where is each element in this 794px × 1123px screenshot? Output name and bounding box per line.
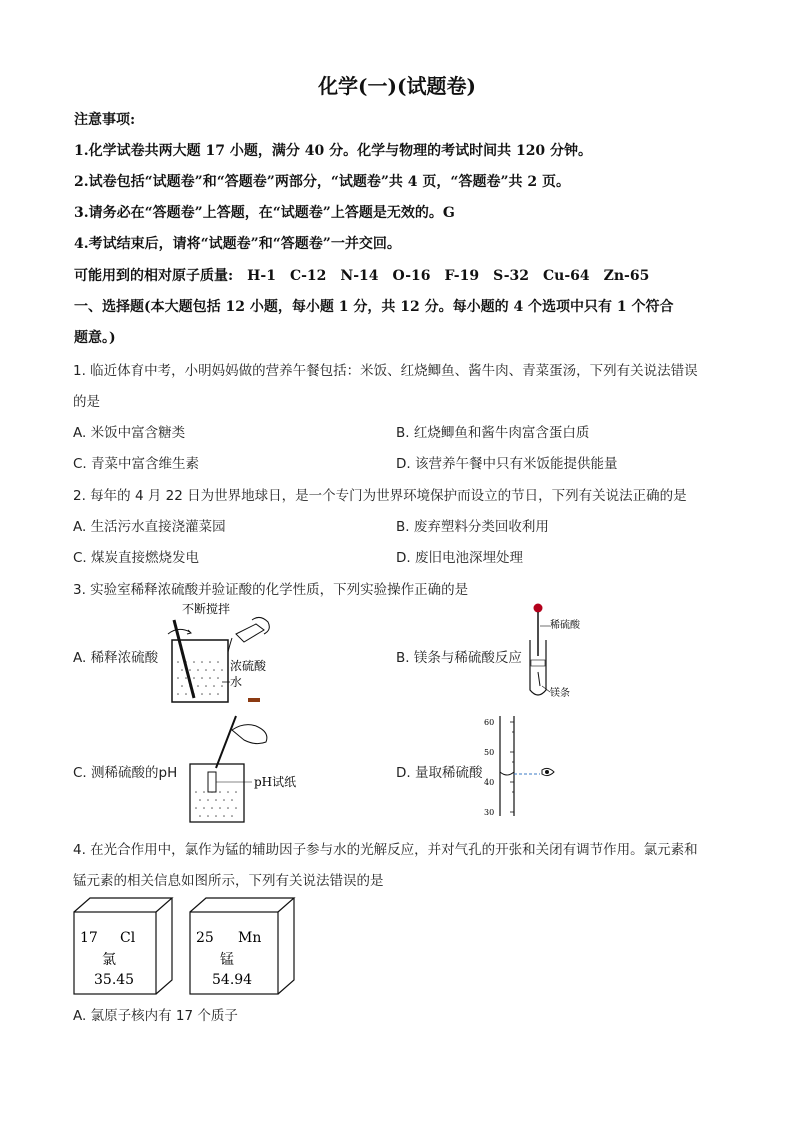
q4-stem-line1: 4. 在光合作用中，氯作为锰的辅助因子参与水的光解反应，并对气孔的开张和关闭有调节作用。氯元素和: [73, 842, 698, 858]
atomic-mass-label: 可能用到的相对原子质量:: [74, 268, 234, 284]
q1-option-a: A. 米饭中富含糖类: [73, 425, 186, 441]
atomic-mass-n: N-14: [340, 268, 379, 284]
q3-option-c: C. 测稀硫酸的pH: [73, 765, 178, 781]
q1-option-d: D. 该营养午餐中只有米饭能提供能量: [396, 456, 618, 472]
q1-stem-line1: 1. 临近体育中考，小明妈妈做的营养午餐包括：米饭、红烧鲫鱼、酱牛肉、青菜蛋汤，下列有关说法错误: [73, 363, 698, 379]
meniscus: [500, 772, 514, 775]
q1-option-c: C. 青菜中富含维生素: [73, 456, 200, 472]
tick-60: 60: [484, 718, 495, 727]
atomic-mass-zn: Zn-65: [603, 268, 650, 284]
reagent-bottle: [228, 617, 269, 652]
hand: [232, 725, 267, 744]
q2-option-c: C. 煤炭直接燃烧发电: [73, 550, 200, 566]
tick-40: 40: [484, 778, 495, 787]
atomic-mass-line: [74, 265, 663, 285]
atomic-mass-o: O-16: [392, 268, 431, 284]
tick-30: 30: [484, 808, 495, 817]
mn-name: 锰: [220, 952, 234, 968]
q3-option-b: B. 镁条与稀硫酸反应: [396, 650, 522, 666]
element-card-chlorine: [74, 898, 172, 994]
dropper-bulb: [534, 604, 543, 613]
notice-item-4: 4.考试结束后，请将“试题卷”和“答题卷”一并交回。: [74, 236, 401, 252]
q2-option-b: B. 废弃塑料分类回收利用: [396, 519, 549, 535]
q1-option-b: B. 红烧鲫鱼和酱牛肉富含蛋白质: [396, 425, 590, 441]
atomic-mass-f: F-19: [444, 268, 480, 284]
beaker: [190, 764, 244, 822]
element-cards-figure: [72, 896, 298, 996]
notice-heading: 注意事项:: [74, 112, 136, 128]
q4-stem-line2: 锰元素的相关信息如图所示，下列有关说法错误的是: [73, 873, 384, 889]
atomic-mass-s: S-32: [493, 268, 530, 284]
label-concentrated-acid: 浓硫酸: [230, 659, 267, 673]
page-title: 化学(一)(试题卷): [318, 74, 476, 98]
q3-option-a: A. 稀释浓硫酸: [73, 650, 159, 666]
small-block: [248, 698, 260, 702]
label-water: 水: [230, 675, 243, 689]
label-mg-strip: 镁条: [550, 688, 570, 699]
q2-option-a: A. 生活污水直接浇灌菜园: [73, 519, 226, 535]
mn-symbol: Mn: [238, 930, 262, 946]
q3-stem: 3. 实验室稀释浓硫酸并验证酸的化学性质，下列实验操作正确的是: [73, 582, 469, 598]
atomic-mass-cu: Cu-64: [543, 268, 590, 284]
figure-dilute-acid: [164, 600, 284, 710]
atomic-mass-h: H-1: [247, 268, 276, 284]
q2-option-d: D. 废旧电池深埋处理: [396, 550, 523, 566]
label-stir: 不断搅拌: [182, 602, 231, 616]
tweezers: [216, 716, 236, 768]
q2-stem: 2. 每年的 4 月 22 日为世界地球日，是一个专门为世界环境保护而设立的节日，下列有关说法正确的是: [73, 488, 687, 504]
tick-50: 50: [484, 748, 495, 757]
cl-name: 氯: [102, 952, 116, 968]
section1-heading-line2: 题意。): [74, 330, 116, 346]
notice-item-3: 3.请务必在“答题卷”上答题，在“试题卷”上答题是无效的。G: [74, 205, 455, 221]
cl-mass: 35.45: [94, 972, 135, 988]
mn-atomic-number: 25: [196, 930, 214, 946]
cl-atomic-number: 17: [80, 930, 98, 946]
mn-mass: 54.94: [212, 972, 253, 988]
figure-mg-acid: [514, 600, 604, 704]
atomic-mass-c: C-12: [289, 268, 327, 284]
label-dilute-acid: 稀硫酸: [550, 620, 580, 631]
ph-paper: [208, 772, 216, 792]
notice-item-2: 2.试卷包括“试题卷”和“答题卷”两部分，“试题卷”共 4 页，“答题卷”共 2 页。: [74, 174, 571, 190]
label-ph-paper: pH试纸: [254, 775, 297, 789]
cl-symbol: Cl: [120, 930, 136, 946]
element-card-manganese: [190, 898, 294, 994]
notice-item-1: 1.化学试卷共两大题 17 小题，满分 40 分。化学与物理的考试时间共 120 分钟。: [74, 143, 593, 159]
q3-option-d: D. 量取稀硫酸: [396, 765, 483, 781]
figure-cylinder: [484, 712, 564, 820]
figure-ph-test: [186, 708, 316, 826]
q1-stem-line2: 的是: [73, 394, 100, 410]
q4-option-a: A. 氯原子核内有 17 个质子: [73, 1008, 238, 1024]
section1-heading-line1: 一、选择题(本大题包括 12 小题，每小题 1 分，共 12 分。每小题的 4 个选项中只有 1 个符合: [74, 299, 674, 315]
